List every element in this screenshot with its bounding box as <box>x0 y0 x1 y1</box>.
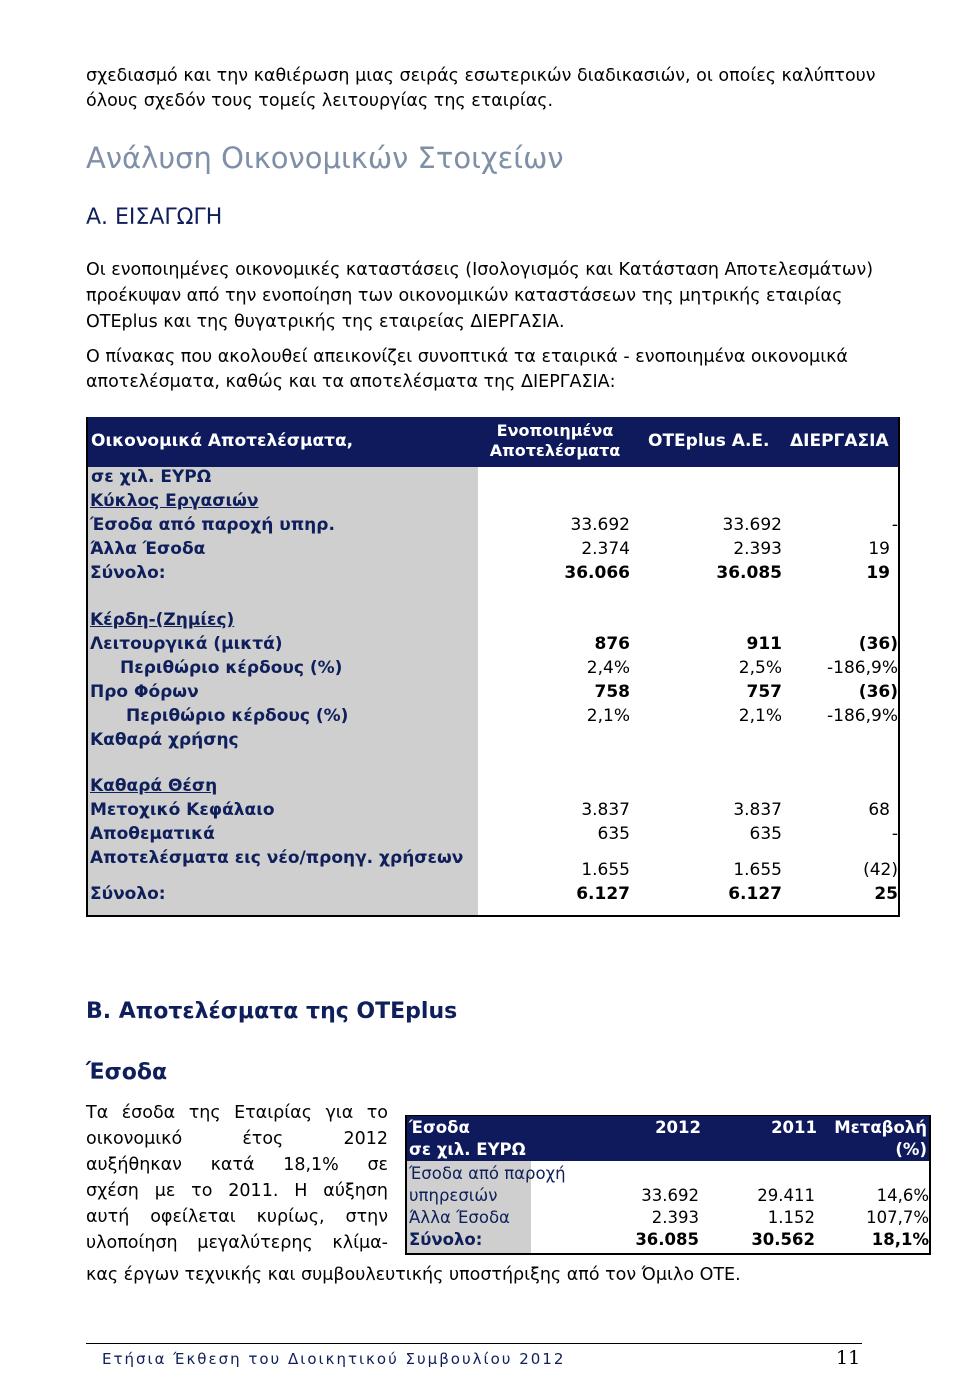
cell-2011: 29.411 <box>757 1186 815 1205</box>
header-col0-line1: Έσοδα <box>409 1118 470 1137</box>
intro-line-2: όλους σχεδόν τους τομείς λειτουργίας της εταιρίας. <box>86 91 554 111</box>
row-label: Σύνολο: <box>90 563 166 583</box>
row-label: Καθαρά χρήσης <box>90 730 239 750</box>
row-label: Αποθεματικά <box>90 824 215 844</box>
cell-diergasia: 25 <box>874 884 898 904</box>
page-number: 11 <box>836 1347 861 1369</box>
table-row <box>405 1207 931 1229</box>
cell-consolidated: 1.655 <box>581 860 630 880</box>
cell-oteplus: 36.085 <box>716 563 782 583</box>
cell-consolidated: 33.692 <box>570 515 630 535</box>
header-col3-line1: Μεταβολή <box>834 1118 927 1137</box>
financial-results-table <box>86 417 902 917</box>
row-label: Άλλα Έσοδα <box>90 539 206 559</box>
table-row <box>86 656 900 680</box>
cell-oteplus: 33.692 <box>722 515 782 535</box>
cell-oteplus: 757 <box>746 682 782 702</box>
cell-consolidated: 876 <box>594 634 630 654</box>
table-row <box>86 537 900 561</box>
intro-line-1: σχεδιασμό και την καθιέρωση μιας σειράς εσωτερικών διαδικασιών, οι οποίες καλύπτουν <box>86 66 876 86</box>
table-row <box>86 489 900 513</box>
row-label: Μετοχικό Κεφάλαιο <box>90 800 275 820</box>
table-row <box>86 680 900 704</box>
row-label: Κύκλος Εργασιών <box>90 491 259 511</box>
revenue-table <box>405 1115 933 1255</box>
row-label: Σύνολο: <box>90 884 166 904</box>
header-col1-line2: Αποτελέσματα <box>489 441 621 460</box>
table-row <box>405 1185 931 1207</box>
cell-consolidated: 2.374 <box>581 539 630 559</box>
cell-oteplus: 1.655 <box>733 860 782 880</box>
subheading-a: Α. ΕΙΣΑΓΩΓΗ <box>86 205 223 230</box>
cell-diergasia: (36) <box>858 682 898 702</box>
cell-oteplus: 635 <box>749 824 782 844</box>
para2-line-1: Ο πίνακας που ακολουθεί απεικονίζει συνοπτικά τα εταιρικά - ενοποιημένα οικονομικά <box>86 347 848 367</box>
row-label: Έσοδα από παροχή υπηρ. <box>90 515 335 535</box>
row-label: Περιθώριο κέρδους (%) <box>120 658 343 678</box>
table-row <box>86 704 900 728</box>
cell-consolidated: 635 <box>597 824 630 844</box>
cell-diergasia: - <box>891 824 898 844</box>
header-col1-line1: Ενοποιημένα <box>496 421 614 440</box>
footer-text: Ετήσια Έκθεση του Διοικητικού Συμβουλίου 2012 <box>102 1350 566 1368</box>
para3-line-5: αυτή οφείλεται κυρίως, στην <box>86 1207 388 1227</box>
row-label: Λειτουργικά (μικτά) <box>90 634 283 654</box>
cell-diergasia: (42) <box>863 860 898 880</box>
para3-line-3: αυξήθηκαν κατά 18,1% σε <box>86 1155 388 1175</box>
table-row <box>405 1163 931 1185</box>
section-title: Ανάλυση Οικονομικών Στοιχείων <box>86 141 564 175</box>
cell-2012: 2.393 <box>651 1208 699 1227</box>
para2-line-2: αποτελέσματα, καθώς και τα αποτελέσματα της ΔΙΕΡΓΑΣΙΑ: <box>86 372 616 392</box>
cell-oteplus: 6.127 <box>728 884 782 904</box>
cell-change: 107,7% <box>866 1208 929 1227</box>
para3-line-1: Τα έσοδα της Εταιρίας για το <box>86 1103 388 1123</box>
cell-change: 18,1% <box>871 1230 929 1249</box>
cell-oteplus: 3.837 <box>733 800 782 820</box>
para3-block <box>86 1100 388 1256</box>
row-label: Περιθώριο κέρδους (%) <box>126 706 349 726</box>
cell-diergasia: 68 <box>868 800 890 820</box>
row-label: Σύνολο: <box>409 1230 483 1249</box>
table-row <box>86 798 900 822</box>
subheading-esoda: Έσοδα <box>86 1060 168 1085</box>
row-label: Άλλα Έσοδα <box>409 1208 510 1227</box>
cell-diergasia: (36) <box>858 634 898 654</box>
row-label: Προ Φόρων <box>90 682 199 702</box>
para1-line-2: προέκυψαν από την ενοποίηση των οικονομικών καταστάσεων της μητρικής εταιρίας <box>86 286 843 306</box>
header-col3-line2: (%) <box>895 1140 927 1159</box>
cell-consolidated: 2,4% <box>586 658 630 678</box>
table-row <box>86 882 900 906</box>
table-row <box>86 774 900 798</box>
cell-consolidated: 3.837 <box>581 800 630 820</box>
header-col1: 2012 <box>655 1118 701 1137</box>
para3-line-7: κας έργων τεχνικής και συμβουλευτικής υποστήριξης από τον Όμιλο ΟΤΕ. <box>86 1265 741 1285</box>
header-col0: Οικονομικά Αποτελέσματα, <box>91 431 354 451</box>
table-row <box>86 728 900 752</box>
para3-line-6: υλοποίηση μεγαλύτερης κλίμα- <box>86 1233 388 1253</box>
unit-label: σε χιλ. ΕΥΡΩ <box>91 467 212 487</box>
table-row <box>86 632 900 656</box>
header-col2: 2011 <box>771 1118 817 1137</box>
table-row <box>86 822 900 846</box>
cell-oteplus: 911 <box>746 634 782 654</box>
cell-2012: 33.692 <box>641 1186 699 1205</box>
cell-consolidated: 6.127 <box>576 884 630 904</box>
cell-change: 14,6% <box>876 1186 929 1205</box>
header-col0 <box>409 1117 526 1161</box>
para3-line-4: σχέση με το 2011. Η αύξηση <box>86 1181 388 1201</box>
row-label: υπηρεσιών <box>409 1186 498 1205</box>
cell-consolidated: 36.066 <box>564 563 630 583</box>
header-col1 <box>478 421 632 461</box>
cell-oteplus: 2,5% <box>738 658 782 678</box>
para1-line-1: Οι ενοποιημένες οικονομικές καταστάσεις (Ισολογισμός και Κατάσταση Αποτελεσμάτων) <box>86 260 874 280</box>
cell-2012: 36.085 <box>635 1230 699 1249</box>
table-row <box>86 608 900 632</box>
row-label: Αποτελέσματα εις νέο/προηγ. χρήσεων <box>90 848 464 868</box>
header-col3: ΔΙΕΡΓΑΣΙΑ <box>790 431 889 451</box>
table-row <box>86 848 900 882</box>
cell-2011: 1.152 <box>767 1208 815 1227</box>
bottom-border <box>86 915 900 917</box>
table-row <box>405 1229 931 1251</box>
cell-oteplus: 2.393 <box>733 539 782 559</box>
table-row <box>86 561 900 585</box>
row-label: Καθαρά Θέση <box>90 776 218 796</box>
cell-oteplus: 2,1% <box>738 706 782 726</box>
top-border <box>405 1115 931 1116</box>
row-label: Έσοδα από παροχή <box>409 1164 566 1183</box>
cell-consolidated: 758 <box>594 682 630 702</box>
bottom-border <box>405 1253 931 1255</box>
para1-line-3: OTEplus και της θυγατρικής της εταιρείας ΔΙΕΡΓΑΣΙΑ. <box>86 312 565 332</box>
row-label: Κέρδη-(Ζημίες) <box>90 610 235 630</box>
header-col2: OTEplus Α.Ε. <box>648 431 770 451</box>
cell-diergasia: -186,9% <box>827 706 898 726</box>
subheading-b: Β. Αποτελέσματα της OTEplus <box>86 999 458 1024</box>
cell-consolidated: 2,1% <box>586 706 630 726</box>
table-row <box>86 513 900 537</box>
footer-rule <box>86 1343 862 1344</box>
cell-diergasia: 19 <box>866 563 890 583</box>
header-col0-line2: σε χιλ. ΕΥΡΩ <box>409 1140 526 1159</box>
cell-diergasia: -186,9% <box>827 658 898 678</box>
cell-2011: 30.562 <box>751 1230 815 1249</box>
para3-line-2: οικονομικό έτος 2012 <box>86 1129 388 1149</box>
cell-diergasia: 19 <box>868 539 890 559</box>
cell-diergasia: - <box>891 515 898 535</box>
header-col3 <box>834 1117 927 1161</box>
